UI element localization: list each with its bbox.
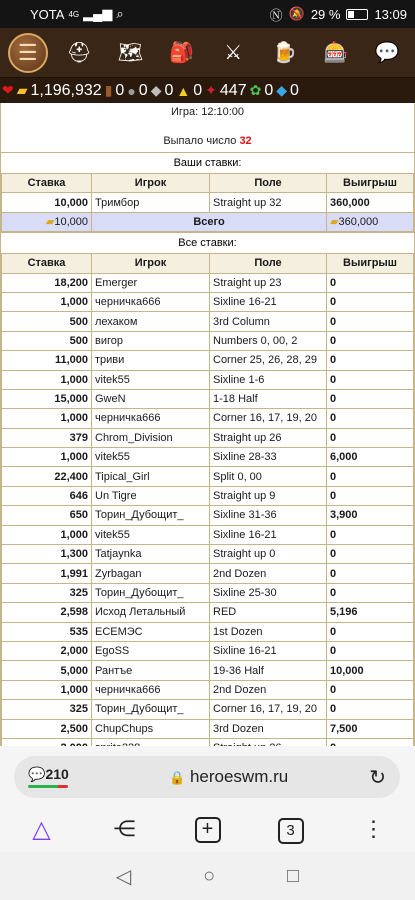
chat-count: 210 (45, 766, 69, 782)
health-icon: ❤ (2, 82, 14, 98)
win-cell: 0 (327, 583, 414, 602)
backpack-icon[interactable]: 🎒 (169, 42, 195, 64)
more-menu-icon[interactable]: ⋮ (362, 816, 385, 841)
resource-value: 0 (164, 81, 174, 99)
field-cell: 2nd Dozen (210, 564, 327, 583)
field-cell: Straight up 23 (210, 273, 327, 292)
table-row (2, 700, 414, 719)
field-cell: 19-36 Half (210, 661, 327, 680)
field-cell: Sixline 28-33 (210, 448, 327, 467)
roulette-icon[interactable]: 🎰 (323, 42, 349, 64)
table-row (2, 603, 414, 622)
resource-value: 0 (264, 81, 274, 99)
table-row (2, 312, 414, 331)
field-cell: 2nd Dozen (210, 680, 327, 699)
status-bar (0, 0, 415, 28)
table-row (2, 486, 414, 505)
bet-cell: 10,000 (2, 193, 92, 212)
player-link[interactable]: Tatjaynka (92, 545, 210, 564)
header-win: Выигрыш (327, 174, 414, 193)
field-cell: Straight up 26 (210, 428, 327, 447)
table-row (2, 641, 414, 660)
player-link[interactable]: вигор (92, 331, 210, 350)
table-row (2, 467, 414, 486)
total-label: Всего (92, 212, 327, 231)
gold-icon: ▰ (45, 216, 55, 229)
table-row (2, 331, 414, 350)
field-cell: Sixline 1-6 (210, 370, 327, 389)
bet-cell: 535 (2, 622, 92, 641)
resource-health (2, 82, 14, 99)
gold-icon: ▰ (16, 82, 28, 98)
win-cell: 0 (327, 680, 414, 699)
table-row (2, 680, 414, 699)
share-icon[interactable]: ⋲ (113, 816, 136, 841)
field-cell: Corner 16, 17, 19, 20 (210, 409, 327, 428)
result-number: 32 (239, 135, 252, 147)
all-bets-caption: Все ставки: (1, 232, 414, 253)
all-bets-table (1, 253, 414, 758)
diamond-icon: ◆ (276, 82, 288, 98)
win-cell: 10,000 (327, 661, 414, 680)
field-cell: RED (210, 603, 327, 622)
resource-diamond (276, 82, 299, 100)
player-link[interactable]: Рантъе (92, 661, 210, 680)
url-text: heroeswm.ru (189, 767, 289, 786)
result-prefix: Выпало число (163, 135, 240, 147)
game-nav-bar (0, 28, 415, 78)
mute-icon: 🔕 (288, 6, 305, 21)
win-cell: 0 (327, 622, 414, 641)
new-tab-button[interactable] (188, 815, 228, 843)
header-bet: Ставка (2, 174, 92, 193)
player-link[interactable]: лехаком (92, 312, 210, 331)
bet-cell: 1,300 (2, 545, 92, 564)
win-cell: 0 (327, 428, 414, 447)
bet-cell: 22,400 (2, 467, 92, 486)
player-link[interactable]: черничка666 (92, 409, 210, 428)
menu-icon[interactable]: ☰ (8, 33, 48, 73)
table-row (2, 525, 414, 544)
field-cell: 1st Dozen (210, 622, 327, 641)
resource-wood (105, 82, 125, 100)
bet-cell: 1,000 (2, 370, 92, 389)
total-win: ▰360,000 (327, 212, 414, 231)
win-cell: 0 (327, 292, 414, 311)
field-cell: Sixline 31-36 (210, 506, 327, 525)
field-cell: 3rd Dozen (210, 719, 327, 738)
bet-cell: 325 (2, 700, 92, 719)
win-cell: 0 (327, 409, 414, 428)
player-link[interactable]: Торин_Дубощит_ (92, 583, 210, 602)
table-row (2, 545, 414, 564)
game-time: Игра: 12:10:00 (170, 106, 245, 118)
header-bet: Ставка (2, 254, 92, 273)
bet-cell: 15,000 (2, 389, 92, 408)
chat-bubble-icon[interactable]: 💬 (374, 42, 400, 64)
result-line (1, 135, 414, 152)
reload-icon[interactable]: ↻ (369, 766, 386, 789)
resource-value: 0 (290, 81, 299, 99)
bet-cell: 1,000 (2, 525, 92, 544)
tavern-mug-icon[interactable]: 🍺 (272, 42, 298, 64)
win-cell: 0 (327, 351, 414, 370)
table-row (2, 661, 414, 680)
system-nav-bar (0, 852, 415, 900)
win-cell: 0 (327, 331, 414, 350)
table-row (2, 583, 414, 602)
win-cell: 3,900 (327, 506, 414, 525)
win-cell: 0 (327, 312, 414, 331)
total-bet: ▰10,000 (2, 212, 92, 231)
table-row (2, 622, 414, 641)
field-cell: Sixline 16-21 (210, 641, 327, 660)
player-link[interactable]: Исход Летальный (92, 603, 210, 622)
header-field: Поле (210, 174, 327, 193)
resource-value: 0 (138, 81, 148, 99)
player-link[interactable]: vitek55 (92, 370, 210, 389)
win-cell: 0 (327, 525, 414, 544)
player-link[interactable]: vitek55 (92, 448, 210, 467)
gems-icon: ✿ (249, 82, 262, 98)
my-bets-table (1, 173, 414, 232)
player-link[interactable]: Торин_Дубощит_ (92, 700, 210, 719)
table-row (2, 292, 414, 311)
table-row (2, 370, 414, 389)
crossed-swords-icon[interactable]: ⚔ (224, 42, 243, 64)
player-link[interactable]: ChupChups (92, 719, 210, 738)
player-link[interactable]: черничка666 (92, 292, 210, 311)
field-cell: 3rd Column (210, 312, 327, 331)
win-cell: 0 (327, 389, 414, 408)
chat-progress (28, 785, 68, 788)
resource-sulfur (176, 82, 202, 100)
bet-cell: 1,000 (2, 448, 92, 467)
player-link[interactable]: vitek55 (92, 525, 210, 544)
sulfur-icon: ▲ (176, 82, 191, 99)
bet-cell: 2,598 (2, 603, 92, 622)
win-cell: 0 (327, 700, 414, 719)
tabs-button[interactable] (271, 815, 311, 844)
battery-icon (346, 9, 368, 20)
resource-mercury (151, 82, 174, 100)
bet-cell: 1,991 (2, 564, 92, 583)
map-scroll-icon[interactable]: 🗺 (117, 42, 144, 64)
total-row (2, 212, 414, 231)
battery-percent: 29 % (310, 6, 341, 22)
chat-bubble-icon: 💬 (28, 766, 46, 782)
win-cell: 360,000 (327, 193, 414, 212)
win-cell: 0 (327, 467, 414, 486)
field-cell: Straight up 0 (210, 545, 327, 564)
network-label: 4G (68, 9, 80, 19)
player-link[interactable]: Zyrbagan (92, 564, 210, 583)
player-link[interactable]: Торин_Дубощит_ (92, 506, 210, 525)
knight-helmet-icon[interactable]: ⛑ (66, 42, 92, 64)
win-cell: 6,000 (327, 448, 414, 467)
resource-value: 1,196,932 (30, 81, 102, 99)
field-cell: 1-18 Half (210, 389, 327, 408)
field-cell: Sixline 16-21 (210, 292, 327, 311)
field-cell: Corner 16, 17, 19, 20 (210, 700, 327, 719)
win-cell: 0 (327, 564, 414, 583)
resource-value: 0 (193, 81, 203, 99)
browser-toolbar (0, 806, 415, 852)
win-cell: 0 (327, 641, 414, 660)
player-link[interactable]: Emerger (92, 273, 210, 292)
resource-gems (250, 82, 274, 100)
win-cell: 5,196 (327, 603, 414, 622)
header-field: Поле (210, 254, 327, 273)
table-row (2, 273, 414, 292)
bet-cell: 2,000 (2, 641, 92, 660)
player-link[interactable]: Tipical_Girl (92, 467, 210, 486)
resource-crystals (205, 82, 246, 100)
chat-counter[interactable] (28, 766, 88, 788)
player-link[interactable]: Тримбор (92, 193, 210, 212)
back-icon[interactable]: ◁ (115, 865, 132, 888)
bet-cell: 11,000 (2, 351, 92, 370)
player-link[interactable]: Un Tigre (92, 486, 210, 505)
win-cell: 0 (327, 370, 414, 389)
bet-cell: 646 (2, 486, 92, 505)
resource-value: 0 (115, 81, 125, 99)
win-cell: 0 (327, 545, 414, 564)
player-link[interactable]: Chrom_Division (92, 428, 210, 447)
address-bar[interactable] (14, 756, 400, 798)
bet-cell: 1,000 (2, 409, 92, 428)
bet-cell: 500 (2, 331, 92, 350)
table-row (2, 389, 414, 408)
bet-cell: 650 (2, 506, 92, 525)
carrier-label: YOTA (30, 6, 65, 22)
table-row (2, 719, 414, 738)
player-link[interactable]: GweN (92, 389, 210, 408)
resource-value: 447 (219, 81, 247, 99)
browser-bar (0, 746, 415, 806)
alice-assistant-icon[interactable]: △ (32, 815, 51, 843)
url-field[interactable] (88, 767, 369, 787)
table-row (2, 409, 414, 428)
recents-icon[interactable]: □ (286, 864, 300, 887)
player-link[interactable]: триви (92, 351, 210, 370)
roulette-results (0, 103, 415, 746)
field-cell: Corner 25, 26, 28, 29 (210, 351, 327, 370)
header-player: Игрок (92, 174, 210, 193)
my-bets-caption: Ваши ставки: (1, 152, 414, 173)
player-link[interactable]: EgoSS (92, 641, 210, 660)
signal-icon: ▂▄▆ (83, 6, 113, 21)
plus-icon: + (195, 817, 221, 843)
tab-count: 3 (278, 818, 304, 844)
wood-icon: ▮ (104, 82, 113, 98)
player-link[interactable]: ECEMЭС (92, 622, 210, 641)
win-cell: 7,500 (327, 719, 414, 738)
resource-ore (127, 82, 147, 100)
mercury-icon: ◆ (150, 82, 162, 98)
header-player: Игрок (92, 254, 210, 273)
lock-icon: 🔒 (169, 770, 186, 785)
resource-bar (0, 78, 415, 103)
nfc-icon: Ⓝ (269, 7, 283, 23)
field-cell: Split 0, 00 (210, 467, 327, 486)
resource-gold (17, 82, 102, 100)
bet-cell: 5,000 (2, 661, 92, 680)
field-cell: Straight up 9 (210, 486, 327, 505)
ore-icon: ● (127, 82, 136, 99)
player-link[interactable]: черничка666 (92, 680, 210, 699)
field-cell: Straight up 32 (210, 193, 327, 212)
bet-cell: 500 (2, 312, 92, 331)
field-cell: Sixline 16-21 (210, 525, 327, 544)
bet-cell: 18,200 (2, 273, 92, 292)
bet-cell: 1,000 (2, 292, 92, 311)
field-cell: Numbers 0, 00, 2 (210, 331, 327, 350)
bet-cell: 379 (2, 428, 92, 447)
bet-cell: 325 (2, 583, 92, 602)
gold-icon: ▰ (330, 216, 339, 229)
clock: 13:09 (374, 6, 407, 22)
table-row (2, 448, 414, 467)
table-row (2, 506, 414, 525)
table-row (2, 428, 414, 447)
win-cell: 0 (327, 273, 414, 292)
field-cell: Sixline 25-30 (210, 583, 327, 602)
home-icon[interactable]: ○ (203, 864, 216, 887)
search-icon: ⌕ (116, 6, 124, 21)
table-row (2, 193, 414, 212)
table-row (2, 351, 414, 370)
header-win: Выигрыш (327, 254, 414, 273)
win-cell: 0 (327, 486, 414, 505)
table-row (2, 564, 414, 583)
bet-cell: 1,000 (2, 680, 92, 699)
bet-cell: 2,500 (2, 719, 92, 738)
crystals-icon: ✦ (205, 82, 217, 98)
